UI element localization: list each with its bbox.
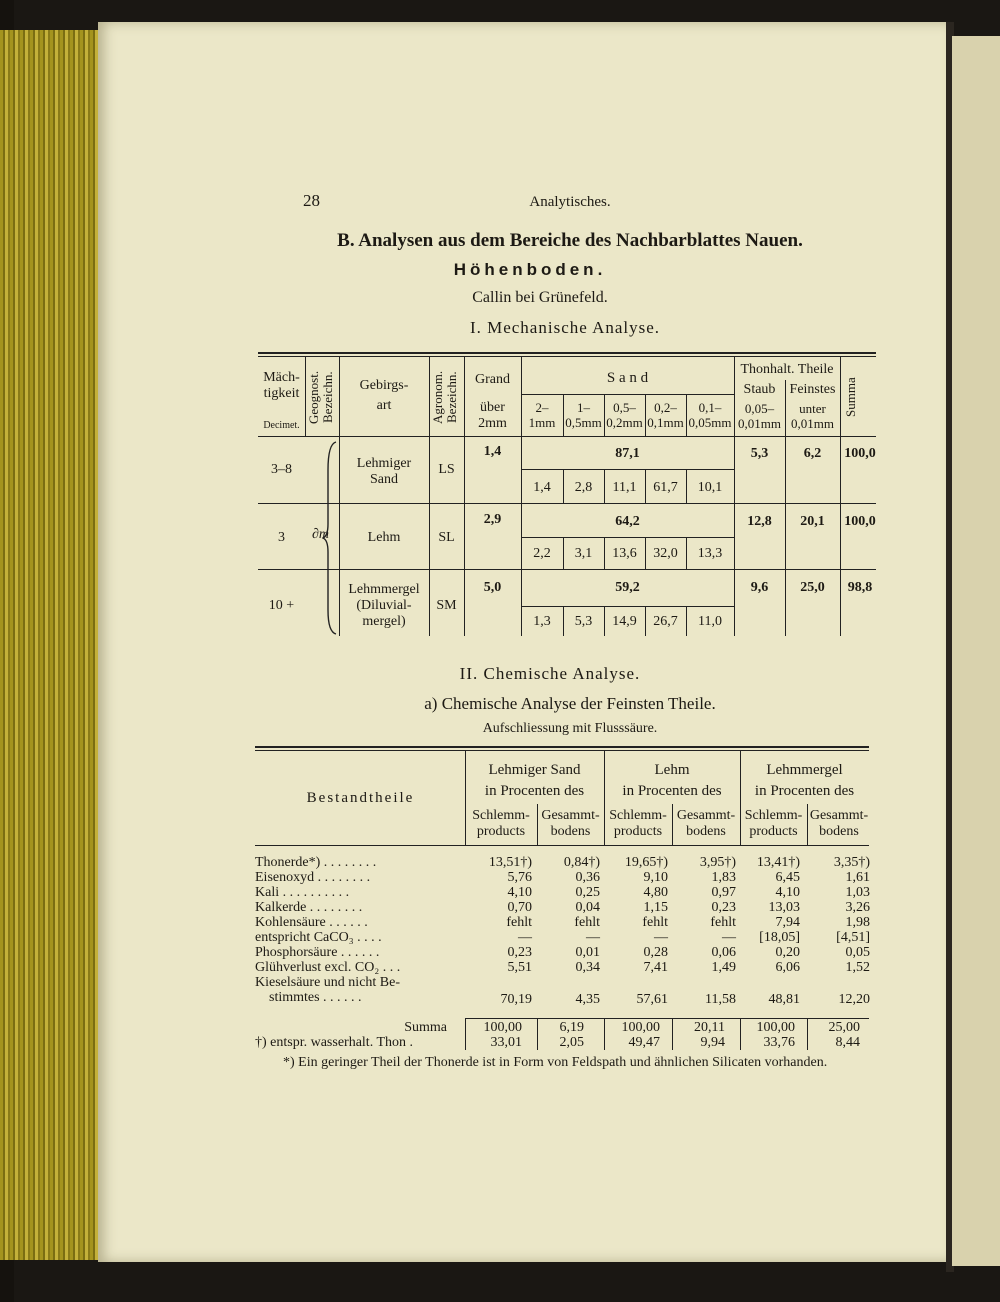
chem-header-gesammt: Gesammt- bodens: [676, 808, 736, 839]
chem-value: 0,06: [711, 945, 736, 960]
chem-value: 57,61: [636, 992, 668, 1007]
chem-header-in-procenten: in Procenten des: [622, 783, 722, 799]
chem-summa-value: 25,00: [828, 1020, 860, 1035]
chem-header-gesammt: Gesammt- bodens: [809, 808, 869, 839]
mech-summa: 100,0: [844, 514, 876, 529]
mech-sand-value: 32,0: [653, 546, 678, 561]
chem-header-in-procenten: in Procenten des: [754, 783, 855, 799]
chem-value: [4,51]: [836, 930, 870, 945]
mech-sand-value: 1,3: [533, 614, 551, 629]
chem-value: 4,80: [643, 885, 668, 900]
chem-value: 0,23: [507, 945, 532, 960]
chem-value: 5,76: [507, 870, 532, 885]
chem-value: fehlt: [710, 915, 736, 930]
chem-value: 19,65†): [624, 855, 668, 870]
mech-sand-total: 87,1: [615, 446, 640, 461]
mech-grand: 2,9: [483, 512, 502, 527]
chem-header-schlemm: Schlemm- products: [472, 808, 530, 839]
chem-thon-label: †) entspr. wasserhalt. Thon .: [255, 1035, 413, 1050]
chem-analysis-subtitle: a) Chemische Analyse der Feinsten Theile.: [424, 694, 716, 713]
chem-value: 7,94: [775, 915, 800, 930]
chem-value: 13,51†): [488, 855, 532, 870]
mech-staub: 9,6: [750, 580, 769, 595]
mech-header-decimet: Decimet.: [263, 420, 300, 431]
footnote: *) Ein geringer Theil der Thonerde ist in Form von Feldspath und ähnlichen Silicaten vorhanden.: [283, 1055, 828, 1070]
chem-summa-label: Summa: [404, 1020, 447, 1035]
mech-agronom: SL: [438, 530, 455, 545]
chem-header-in-procenten: in Procenten des: [484, 783, 585, 799]
chem-row-label: Thonerde*) . . . . . . . .: [255, 855, 377, 870]
chem-value: 4,35: [575, 992, 600, 1007]
chem-thon-value: 9,94: [700, 1035, 725, 1050]
chem-header-gesammt: Gesammt- bodens: [541, 808, 600, 839]
mech-sand-value: 10,1: [697, 480, 723, 495]
mech-sand-value: 2,8: [574, 480, 593, 495]
chem-header-schlemm: Schlemm- products: [609, 808, 667, 839]
running-title: Analytisches.: [529, 194, 611, 210]
mech-sand-value: 26,7: [653, 614, 678, 629]
chem-value: 0,01: [575, 945, 600, 960]
chem-value: 0,97: [711, 885, 736, 900]
chem-row-label: Kali . . . . . . . . . .: [255, 885, 350, 900]
mech-header-agronom: Agronom. Bezeichn.: [430, 370, 459, 424]
chem-value: 3,26: [845, 900, 870, 915]
chem-summa-value: 6,19: [559, 1020, 584, 1035]
mech-gebirgsart: Lehmiger Sand: [356, 456, 412, 487]
chem-value: —: [586, 930, 600, 945]
page-number: 28: [303, 191, 320, 210]
mech-feinstes: 20,1: [800, 514, 825, 529]
chem-header-bestandtheile: Bestandtheile: [306, 790, 415, 806]
mech-header-maechtigkeit: Mäch- tigkeit: [263, 370, 300, 401]
chem-value: 0,25: [575, 885, 600, 900]
mech-header-thonhalt: Thonhalt. Theile: [740, 362, 834, 377]
mech-header-staub: Staub: [743, 382, 776, 397]
mech-sand-value: 13,3: [697, 546, 723, 561]
mech-sand-value: 11,0: [698, 614, 722, 629]
mech-gebirgsart: Lehm: [367, 530, 401, 545]
mech-feinstes: 6,2: [803, 446, 822, 461]
page-edges: [0, 30, 100, 1260]
mech-header-sand-col: 2– 1mm: [528, 400, 556, 430]
chem-summa-value: 100,00: [483, 1020, 522, 1035]
mech-header-sand: S a n d: [606, 370, 649, 386]
chem-value: 6,45: [775, 870, 800, 885]
mech-sand-value: 3,1: [574, 546, 593, 561]
mech-header-grand-sub: über: [480, 400, 505, 415]
mech-sand-value: 13,6: [612, 546, 637, 561]
chem-summa-value: 100,00: [756, 1020, 795, 1035]
chem-value: 4,10: [775, 885, 800, 900]
chem-value: 4,10: [507, 885, 532, 900]
chem-analysis-title: II. Chemische Analyse.: [459, 664, 641, 683]
facing-page: [952, 36, 1000, 1266]
chem-value: [18,05]: [759, 930, 800, 945]
chem-header-group: Lehm: [654, 762, 690, 778]
chem-value: 70,19: [500, 992, 532, 1007]
chem-value: 0,34: [575, 960, 600, 975]
mech-grand: 1,4: [483, 444, 502, 459]
mech-sand-value: 11,1: [612, 480, 637, 495]
chem-value: 13,03: [768, 900, 800, 915]
chem-value: fehlt: [642, 915, 668, 930]
mech-gebirgsart: Lehmmergel (Diluvial- mergel): [348, 582, 420, 629]
chem-row-label: Kieselsäure und nicht Be- stimmtes . . . . . .: [255, 975, 401, 1005]
chem-value: 0,04: [575, 900, 600, 915]
chem-value: 7,41: [643, 960, 668, 975]
chem-row-label: Kalkerde . . . . . . . .: [255, 900, 363, 915]
mech-sand-value: 14,9: [612, 614, 637, 629]
chem-value: 1,49: [711, 960, 736, 975]
chem-header-group: Lehmiger Sand: [488, 762, 581, 778]
mech-header-summa: Summa: [843, 377, 858, 417]
mech-header-sand-col: 0,2– 0,1mm: [647, 400, 684, 430]
chem-row-label: Kohlensäure . . . . . .: [255, 915, 368, 930]
mech-depth: 10 +: [268, 598, 295, 613]
chem-thon-value: 33,01: [490, 1035, 522, 1050]
chem-header-group: Lehmmergel: [766, 762, 843, 778]
mech-header-gebirgsart: Gebirgs- art: [359, 378, 409, 413]
chem-value: 1,61: [845, 870, 870, 885]
mech-summa: 98,8: [847, 580, 873, 595]
mech-agronom: SM: [436, 598, 457, 613]
chem-value: 0,84†): [563, 855, 600, 870]
chem-summa-value: 100,00: [621, 1020, 660, 1035]
section-heading: B. Analysen aus dem Bereiche des Nachbarblattes Nauen.: [337, 230, 803, 251]
chem-value: 5,51: [507, 960, 532, 975]
mech-header-sand-col: 1– 0,5mm: [565, 400, 602, 430]
chem-thon-value: 8,44: [835, 1035, 860, 1050]
mech-header-feinstes: Feinstes: [789, 382, 836, 397]
chem-value: —: [518, 930, 532, 945]
mech-header-staub-range: 0,05– 0,01mm: [738, 401, 781, 431]
chem-value: 3,35†): [833, 855, 870, 870]
chem-value: fehlt: [574, 915, 600, 930]
brace-icon: [322, 440, 338, 636]
mech-depth: 3: [278, 530, 285, 545]
chem-value: 48,81: [768, 992, 800, 1007]
chem-value: 13,41†): [756, 855, 800, 870]
mech-header-feinstes-range: unter 0,01mm: [791, 401, 834, 431]
mech-sand-value: 5,3: [574, 614, 593, 629]
chem-value: —: [654, 930, 668, 945]
chem-row-label: Glühverlust excl. CO₂ . . .: [255, 960, 401, 975]
mech-depth: 3–8: [271, 462, 292, 477]
chem-thon-value: 2,05: [559, 1035, 584, 1050]
chem-value: 0,05: [845, 945, 870, 960]
mech-sand-value: 1,4: [533, 480, 551, 495]
mech-sand-value: 61,7: [653, 480, 678, 495]
mech-header-sand-col: 0,5– 0,2mm: [606, 400, 643, 430]
subtitle-hoehenboden: Höhenboden.: [453, 260, 607, 279]
mech-header-grand-unit: 2mm: [478, 416, 507, 431]
mech-header-grand: Grand: [475, 372, 510, 387]
chem-value: 1,15: [643, 900, 668, 915]
mech-sand-total: 59,2: [615, 580, 640, 595]
mech-header-geognost: Geognost. Bezeichn.: [306, 370, 335, 424]
chem-value: 0,36: [575, 870, 600, 885]
chem-thon-value: 49,47: [628, 1035, 660, 1050]
mech-analysis-title: I. Mechanische Analyse.: [469, 318, 661, 337]
mech-agronom: LS: [438, 462, 455, 477]
chem-value: 11,58: [705, 992, 736, 1007]
chem-value: 1,03: [845, 885, 870, 900]
mech-feinstes: 25,0: [800, 580, 825, 595]
chem-value: 0,20: [775, 945, 800, 960]
mech-grand: 5,0: [483, 580, 502, 595]
chem-value: 1,52: [845, 960, 870, 975]
chem-value: 0,70: [507, 900, 532, 915]
mech-staub: 5,3: [750, 446, 769, 461]
mech-sand-value: 2,2: [533, 546, 551, 561]
mech-summa: 100,0: [844, 446, 876, 461]
mech-staub: 12,8: [747, 514, 772, 529]
chem-summa-value: 20,11: [694, 1020, 725, 1035]
mech-header-sand-col: 0,1– 0,05mm: [688, 400, 732, 430]
geognost-symbol: ∂m: [312, 527, 330, 542]
chem-value: 0,28: [643, 945, 668, 960]
chem-method: Aufschliessung mit Flusssäure.: [482, 721, 658, 736]
chem-row-label: Phosphorsäure . . . . . .: [255, 945, 380, 960]
chem-value: 12,20: [838, 992, 870, 1007]
mech-sand-total: 64,2: [615, 514, 640, 529]
location-title: Callin bei Grünefeld.: [472, 289, 608, 306]
chem-value: 3,95†): [699, 855, 736, 870]
chem-value: fehlt: [506, 915, 532, 930]
chem-thon-value: 33,76: [763, 1035, 795, 1050]
chem-value: 1,98: [845, 915, 870, 930]
chem-header-schlemm: Schlemm- products: [744, 808, 803, 839]
chem-value: —: [722, 930, 736, 945]
chem-row-label: entspricht CaCO₃ . . . .: [255, 930, 382, 945]
chem-value: 6,06: [775, 960, 800, 975]
chem-value: 0,23: [711, 900, 736, 915]
chem-row-label: Eisenoxyd . . . . . . . .: [255, 870, 371, 885]
chem-value: 9,10: [643, 870, 668, 885]
chem-value: 1,83: [711, 870, 736, 885]
